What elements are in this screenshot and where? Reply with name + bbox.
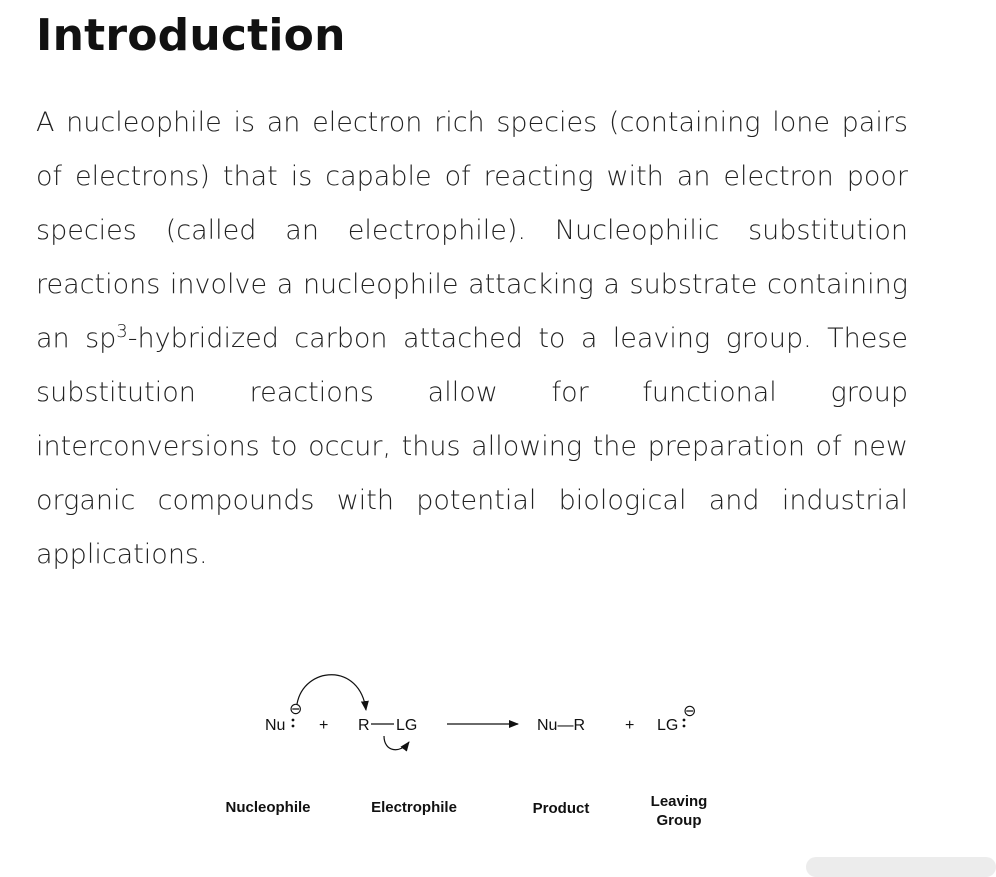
- negative-charge-symbol: ⊖: [289, 701, 303, 718]
- nucleophile-symbol: Nu: [265, 717, 286, 734]
- attack-arrow: [297, 675, 366, 710]
- label-leaving-line2: Group: [656, 812, 702, 829]
- label-leaving-line1: Leaving: [650, 793, 708, 810]
- bond-break-arrow: [384, 736, 409, 750]
- label-nucleophile: Nucleophile: [225, 799, 311, 816]
- lone-pair-dot: [683, 725, 686, 728]
- negative-charge-symbol: ⊖: [683, 703, 697, 720]
- label-product: Product: [532, 800, 590, 817]
- sn2-reaction-scheme: [0, 660, 996, 860]
- plus-sign: +: [319, 717, 329, 734]
- intro-paragraph: [36, 96, 908, 582]
- intro-text-part1: A nucleophile is an electron rich species (containing lone pairs of electrons) that is capable of reacting with an electron poor species (called an electrophile). Nucleophilic substitution reactions involve a nucleophile attacking a substrate containing an sp: [36, 107, 908, 354]
- leaving-group-symbol: LG: [657, 717, 679, 734]
- lone-pair-dot: [292, 719, 295, 722]
- substrate-r: R: [358, 717, 370, 734]
- product-formula: Nu—R: [537, 717, 586, 734]
- plus-sign: +: [625, 717, 635, 734]
- intro-text-part2: -hybridized carbon attached to a leaving group. These substitution reactions allow for functional group interconversions to occur, thus allowing the preparation of new organic compounds with potential biological and industrial applications.: [36, 323, 908, 570]
- intro-superscript: 3: [116, 321, 128, 343]
- lone-pair-dot: [292, 725, 295, 728]
- page-title: Introduction: [36, 10, 346, 61]
- label-electrophile: Electrophile: [371, 799, 457, 816]
- substrate-lg: LG: [396, 717, 418, 734]
- bottom-edge-element: [806, 857, 996, 877]
